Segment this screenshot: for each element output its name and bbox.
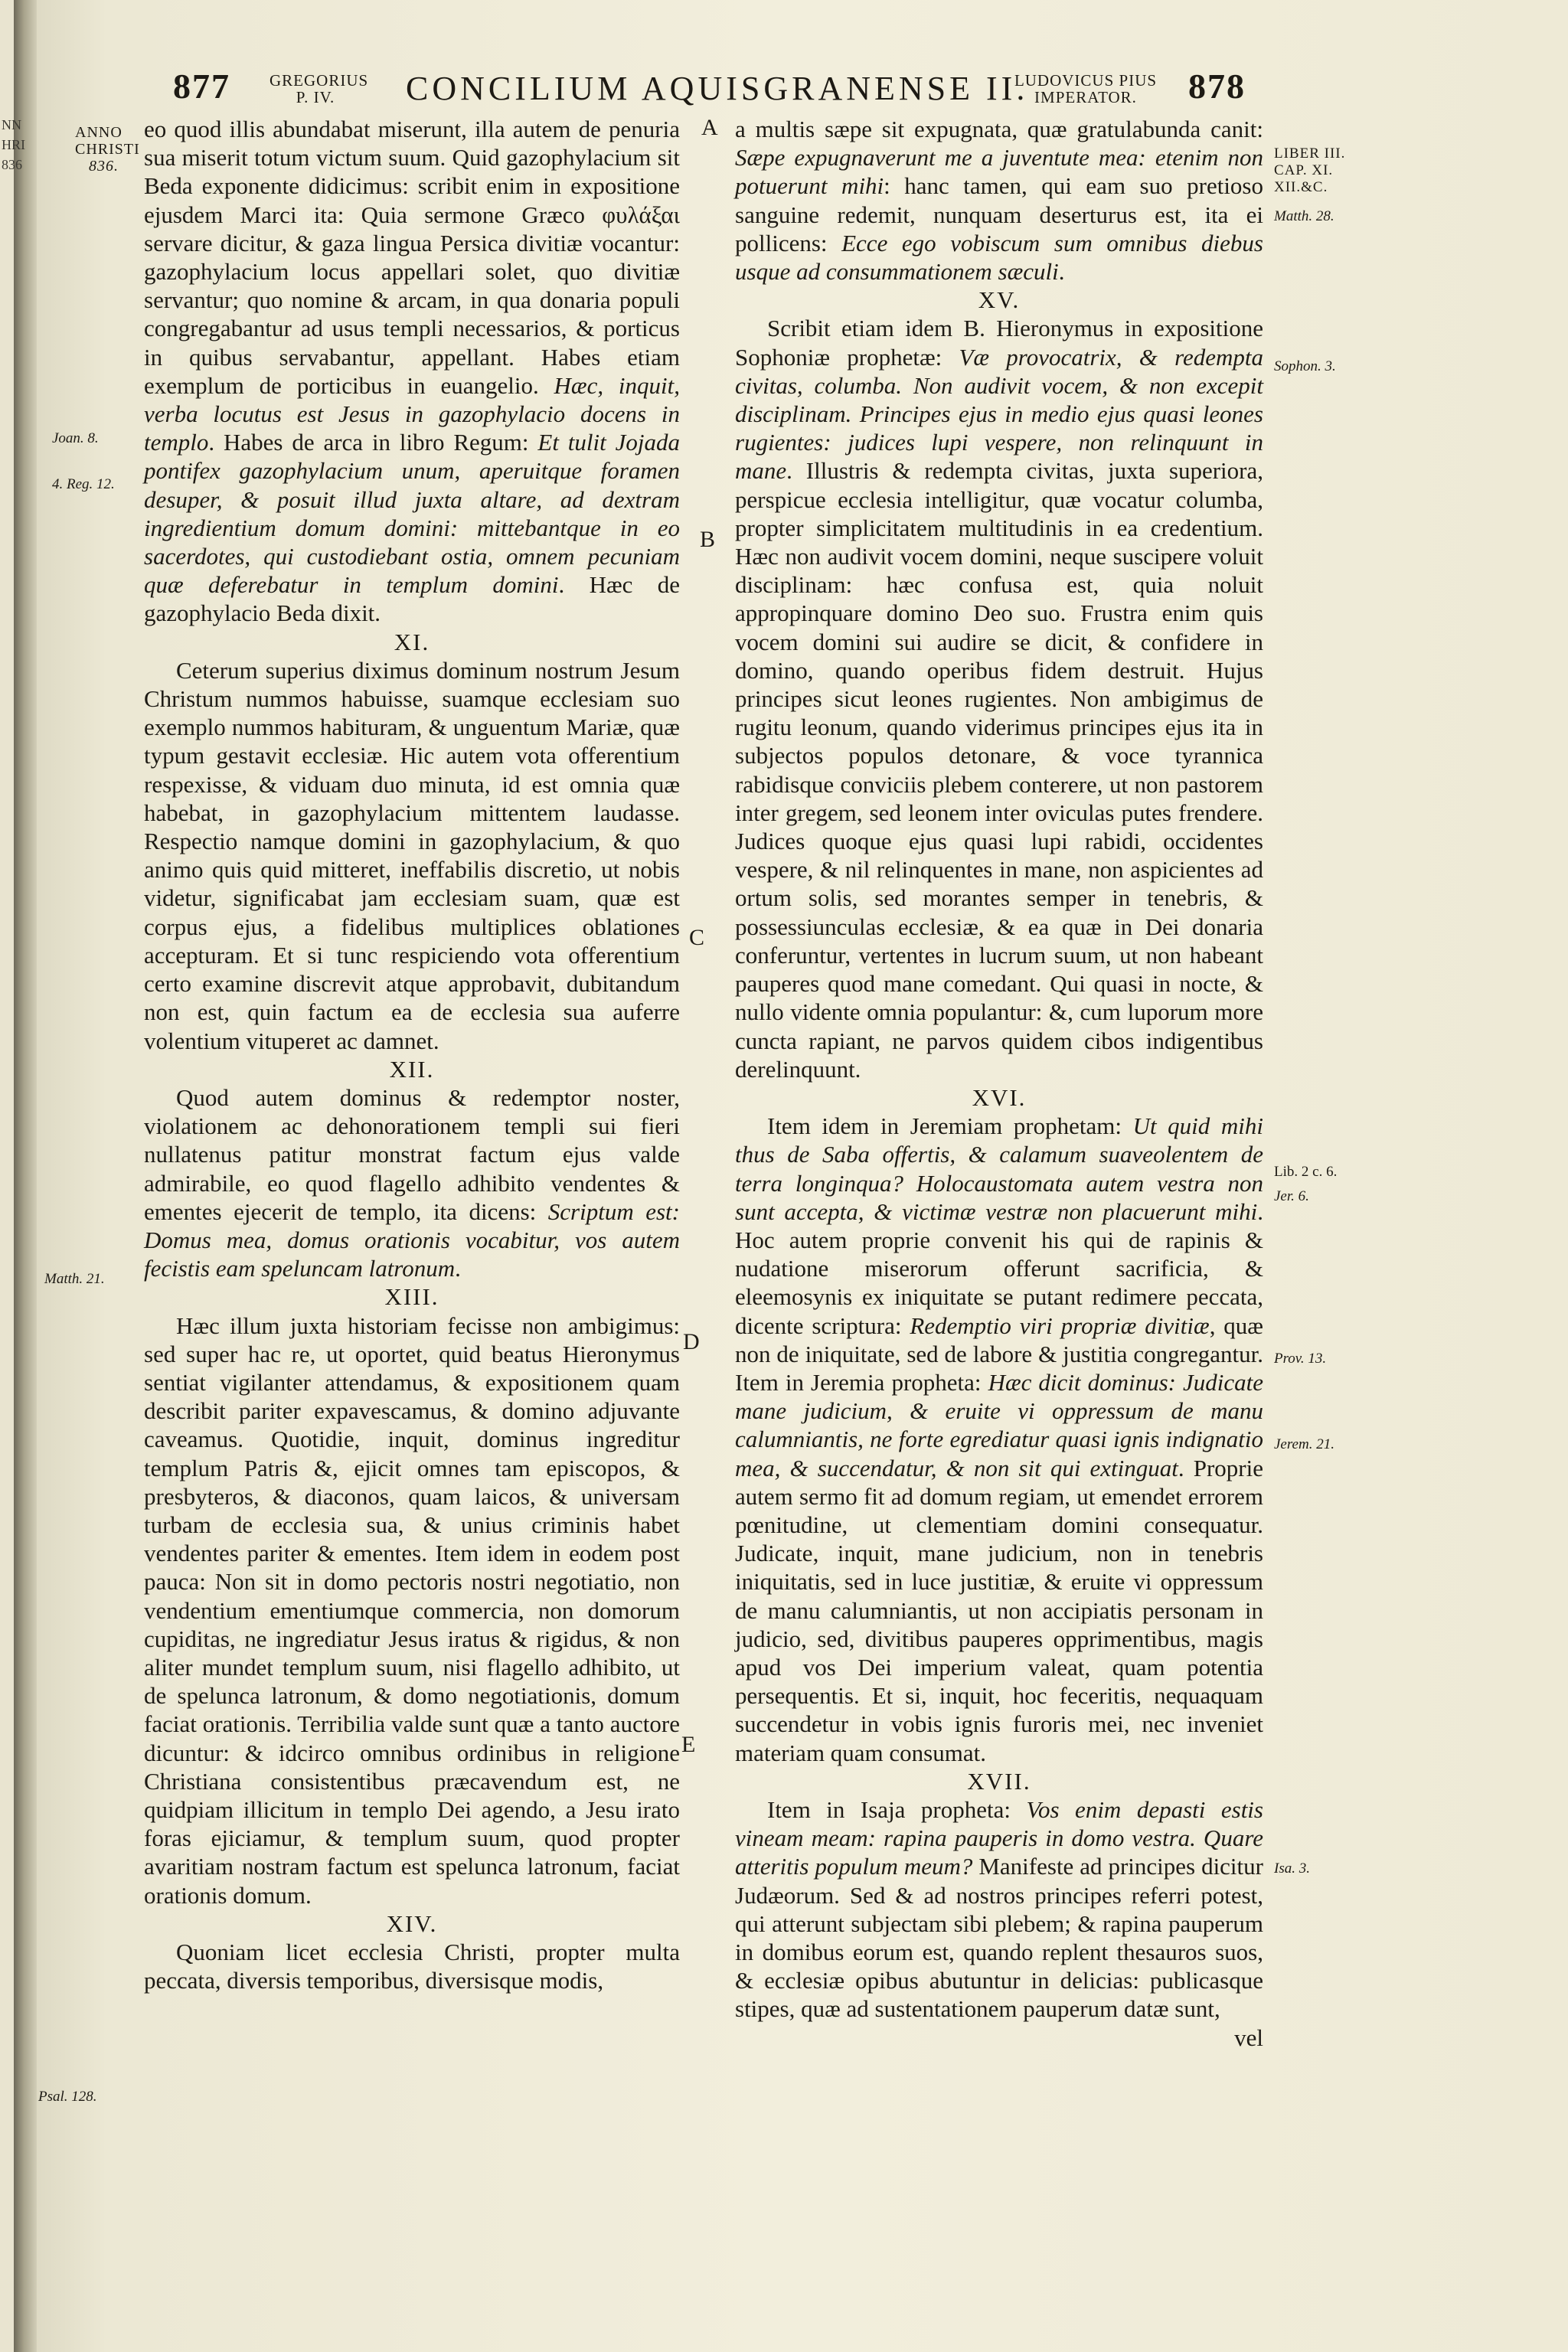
section-letter: B — [700, 527, 716, 552]
chapter-heading: XIII. — [384, 1283, 439, 1311]
liber-cap-note — [1274, 145, 1345, 196]
header-emperor-title: IMPERATOR. — [1034, 88, 1137, 106]
margin-ref: Joan. 8. — [52, 430, 99, 446]
margin-ref: Jerem. 21. — [1274, 1436, 1334, 1452]
header-emperor-name: LUDOVICUS PIUS — [1014, 71, 1158, 90]
chapter-heading: XII. — [389, 1055, 435, 1083]
section-letter: E — [681, 1732, 696, 1757]
liber-label: LIBER III. — [1274, 145, 1346, 162]
margin-ref: Lib. 2 c. 6. — [1274, 1164, 1338, 1180]
cap-label: CAP. XI. — [1274, 162, 1334, 178]
header-pope-title: P. IV. — [296, 88, 335, 106]
chapter-heading: XIV. — [386, 1909, 438, 1937]
margin-ref: Psal. 128. — [38, 2089, 97, 2105]
header-pope-name: GREGORIUS — [270, 71, 369, 90]
section-letter: D — [683, 1329, 700, 1354]
cap-continued: XII.&C. — [1274, 179, 1328, 195]
paragraph: Item in Isaja propheta: Vos enim depasti estis vineam meam: rapina pauperis in domo vestra. Quare atteritis populum meum? Manifeste ad principes dicitur Judæorum. Sed & ad nostros principes referri potest, qui atterunt subjectam sibi plebem; & rapina pauperum in domibus eorum est, quando replent thesauros suos, & ecclesiæ opibus abutuntur in delicias: publicasque stipes, quæ ad sustentationem pauperum datæ sunt, — [735, 1795, 1263, 2023]
left-column — [144, 115, 680, 1994]
anno-christi-note — [75, 124, 140, 175]
margin-ref: Sophon. 3. — [1274, 358, 1336, 374]
margin-ref: Matth. 28. — [1274, 208, 1334, 224]
paragraph: Hæc illum juxta historiam fecisse non ambigimus: sed super hac re, ut oportet, quid beatus Hieronymus sentiat vigilanter attendamus, & expositionem quam describit pariter expavescamus, & domino adjuvante caveamus. Quotidie, inquit, dominus ingreditur templum Patris &, ejicit omnes tam episcopos, & presbyteros, & diaconos, quam laicos, & universam turbam de ecclesia sua, & unius criminis habet vendentes pariter & ementes. Item idem in eodem post pauca: Non sit in domo pectoris nostri negotiatio, non vendentium ementiumque commercia, non domorum cupiditas, ne ingrediatur Jesus iratus & rigidus, & non aliter mundet templum suum, nisi flagello adhibito, ut de spelunca latronum, & domo negotiationis, domum faciat orationis. Terribilia valde sunt quæ a tanto auctore dicuntur: & idcirco omnibus ordinibus in religione Christiana consistentibus præcavendum est, ne quidpiam illicitum in templo Dei agendo, a Jesu irato foras ejiciamur, & templum suum, quod propter avaritiam nostram factum est spelunca latronum, faciat orationis domum. — [144, 1312, 680, 1909]
margin-ref: Prov. 13. — [1274, 1351, 1327, 1367]
page-number-left: 877 — [173, 67, 230, 106]
margin-ref: Isa. 3. — [1274, 1860, 1310, 1877]
book-binding — [14, 0, 37, 2352]
chapter-heading: XVI. — [972, 1083, 1027, 1111]
christi-label: CHRISTI — [75, 141, 140, 158]
header-emperor — [1009, 72, 1162, 106]
header-pope — [270, 71, 369, 106]
page-title: CONCILIUM AQUISGRANENSE II. — [406, 70, 1029, 107]
paragraph: Item idem in Jeremiam prophetam: Ut quid mihi thus de Saba offertis, & calamum suaveolentem de terra longinqua? Holocaustomata autem vestra non sunt accepta, & victimæ vestræ non placuerunt mihi. Hoc autem proprie convenit his qui de rapinis & nudatione miserorum offerunt sacrificia, & eleemosynis ex iniquitate se putant redimere peccata, dicente scriptura: Redemptio viri propriæ divitiæ, quæ non de iniquitate, sed de labore & justitia congregantur. Item in Jeremia propheta: Hæc dicit dominus: Judicate mane judicium, & eruite vi oppressum de manu calumniantis, ne forte egrediatur quasi ignis indignatio mea, & succendatur, & non sit qui extinguat. Proprie autem sermo fit ad domum regiam, ut emendet errorem pœnitudine, ut clementiam domini consequatur. Judicate, inquit, mane judicium, non in tenebris iniquitatis, sed in luce justitiæ, & eruite vi oppressum de manu calumniantis, ut non accipiatis personam in judicio, sed, divitibus pauperes opprimentibus, magis apud vos Dei imperium valeat, quam potentia persequentis. Et si, inquit, hoc feceritis, nequaquam succendetur in vobis ignis furoris mei, nec inveniet materiam quam consumat. — [735, 1112, 1264, 1766]
anno-year: 836. — [89, 158, 119, 175]
paragraph: Quoniam licet ecclesia Christi, propter multa peccata, diversis temporibus, diversisque modis, — [144, 1939, 680, 1994]
paragraph: a multis sæpe sit expugnata, quæ gratulabunda canit: Sæpe expugnaverunt me a juventute mea: etenim non potuerunt mihi: hanc tamen, qui eam suo pretioso sanguine redemit, nunquam deserturus est, ita ei pollicens: Ecce ego vobiscum sum omnibus diebus usque ad consummationem sæculi. — [735, 116, 1263, 286]
paragraph: eo quod illis abundabat miserunt, illa autem de penuria sua miserit totum victum suum. Quid gazophylacium sit Beda exponente didicimus: scribit enim in expositione ejusdem Marci ita: Quia sermone Græco φυλάξαι servare dicitur, & gaza lingua Persica divitiæ vocantur: gazophylacium locus appellari solet, quo divitiæ servantur; quo nomine & arcam, in qua donaria populi congregabantur ad usus templi necessarios, & porticus in quibus servabantur, appellant. Habes etiam exemplum de porticibus in euangelio. Hæc, inquit, verba locutus est Jesus in gazophylacio docens in templo. Habes de arca in libro Regum: Et tulit Jojada pontifex gazophylacium unum, aperuitque foramen desuper, & posuit illud juxta altare, ad dextram ingredientium domum domini: mittebantque in eo sacerdotes, qui custodiebant ostia, omnem pecuniam quæ deferebatur in templum domini. Hæc de gazophylacio Beda dixit. — [144, 116, 681, 627]
margin-ref: Matth. 21. — [44, 1271, 105, 1287]
paragraph: Ceterum superius diximus dominum nostrum Jesum Christum nummos habuisse, suamque ecclesiam suo exemplo nummos habituram, & unguentum Mariæ, quæ typum gestavit ecclesiæ. Hic autem vota offerentium respexisse, & viduam duo minuta, id est omnia quæ habebat, in gazophylacium mittentem laudasse. Respectio namque domini in gazophylacium, & quo animo quis quid mitteret, ineffabilis discretio, ut nobis videtur, significabat jam ecclesiam suam, quæ est corpus ejus, a fidelibus multiplices oblationes accepturam. Et si tunc respiciendo vota offerentium certo examine discrevit atque approbavit, dubitandum non est, quin factum ea de ecclesia sua auferre volentium vituperet ac damnet. — [144, 656, 680, 1054]
paragraph: Quod autem dominus & redemptor noster, violationem ac dehonorationem templi sui fieri nullatenus patitur monstrat factum ejus valde admirabile, eo quod flagello adhibito vendentes & ementes ejecerit de templo, ita dicens: Scriptum est: Domus mea, domus orationis vocabitur, vos autem fecistis eam speluncam latronum. — [144, 1083, 680, 1282]
right-column — [735, 115, 1263, 2052]
section-letter: A — [701, 115, 718, 140]
chapter-heading: XV. — [978, 286, 1021, 314]
paragraph: Scribit etiam idem B. Hieronymus in expositione Sophoniæ prophetæ: Væ provocatrix, & redempta civitas, columba. Non audivit vocem, & non excepit disciplinam. Principes ejus in medio ejus quasi leones rugientes: judices lupi vespere, non relinquunt in mane. Illustris & redempta civitas, juxta superiora, perspicue ecclesia intelligitur, quæ vocatur columba, propter simplicitatem multitudinis in ea credentium. Hæc non audivit vocem domini, neque suscipere voluit disciplinam: hæc confusa est, quia noluit appropinquare domino Deo suo. Frustra enim quis vocem domini sui audire se dicit, & confidere in domino, quando operibus fidem destruit. Hujus principes sicut leones rugientes. Non ambigimus de rugitu leonum, quando viderimus principes ejus ita in subjectos populos detonare, & voce tyrannica rabidisque conviciis plebem conterere, ut non pastorem inter gregem, sed leonem inter oviculas putes frendere. Judices quoque ejus quasi lupi rabidi, occidentes vespere, & nil relinquentes in mane, non aspicientes ad ortum solis, sed morantes semper in tenebris, & possessiunculas ecclesiæ, & ea quæ in Dei donaria conferuntur, vertentes in lucrum suum, ut non habeant pauperes quod mane comedant. Qui quasi in nocte, & nullo vidente omnia populantur: &, cum luporum more cuncta rapiant, ne parvos quidem cibos indigentibus derelinquunt. — [735, 315, 1263, 1083]
section-letter: C — [689, 925, 705, 950]
catchword: vel — [1234, 2024, 1263, 2051]
margin-ref: 4. Reg. 12. — [52, 476, 115, 492]
page-number-right: 878 — [1188, 67, 1246, 106]
chapter-heading: XVII. — [967, 1767, 1031, 1795]
chapter-heading: XI. — [394, 628, 430, 655]
facing-page-edge-fragment: NN HRI 836 — [2, 117, 25, 172]
anno-label: ANNO — [75, 124, 122, 141]
margin-ref: Jer. 6. — [1274, 1188, 1309, 1204]
